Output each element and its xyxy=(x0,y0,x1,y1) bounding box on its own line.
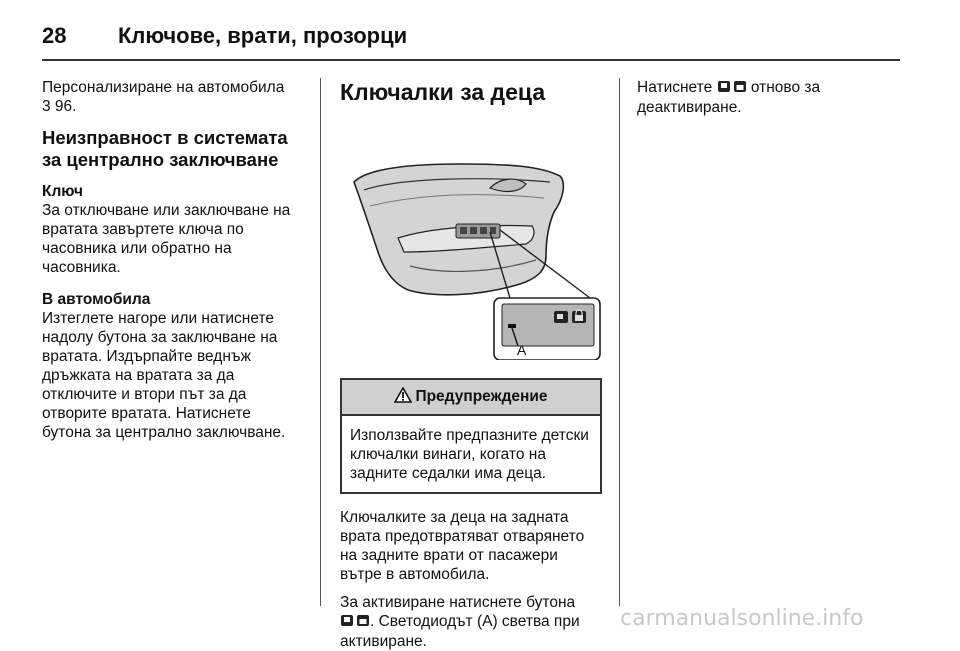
warning-triangle-icon xyxy=(394,387,412,408)
column-left xyxy=(42,78,304,442)
warning-title: Предупреждение xyxy=(415,388,548,405)
deactivate-text-b: отново за деактивиране. xyxy=(637,79,821,116)
subheading-key: Ключ xyxy=(42,183,83,200)
door-panel-drawing xyxy=(340,120,602,360)
warning-body xyxy=(342,416,600,492)
page-number: 28 xyxy=(42,23,67,48)
page-reference xyxy=(42,97,304,116)
subheading-inside: В автомобила xyxy=(42,291,151,308)
page-ref-text: 3 96. xyxy=(42,98,77,115)
paragraph-key: За отключване или заключване на вратата завъртете ключа по часовника или обратно на часовника. xyxy=(42,202,291,276)
deactivate-text-a: Натиснете xyxy=(637,79,713,96)
activate-text-a: За активиране натиснете бутона xyxy=(340,594,576,611)
child-lock-icon xyxy=(340,613,370,632)
warning-header xyxy=(342,380,600,416)
header-rule xyxy=(42,59,900,61)
column-middle xyxy=(340,78,602,651)
section-heading-malfunction: Неизправност в системата за централно заключване xyxy=(42,127,288,170)
column-right xyxy=(637,78,899,117)
paragraph-deactivate xyxy=(637,78,899,117)
warning-text: Използвайте предпазните детски ключалки винаги, когато на задните седалки има деца. xyxy=(350,427,589,482)
activate-text-b: . Светодиодът (A) светва при активиране. xyxy=(340,613,580,650)
door-illustration xyxy=(340,120,602,360)
column-divider-1 xyxy=(320,78,321,606)
page-title: Ключове, врати, прозорци xyxy=(118,23,408,48)
section-heading-child-locks: Ключалки за деца xyxy=(340,79,546,105)
column-divider-2 xyxy=(619,78,620,606)
paragraph-inside: Изтеглете нагоре или натиснете надолу бутона за заключване на вратата. Издърпайте веднъж дръжката на вратата за да отключите и втори път за да отворите вратата. Натиснете бутона за централно заключване. xyxy=(42,310,286,441)
paragraph-child-locks: Ключалките за деца на задната врата предотвратяват отварянето на задните врати от пасажери вътре в автомобила. xyxy=(340,509,585,583)
intro-line: Персонализиране на автомобила xyxy=(42,79,285,96)
paragraph-activate xyxy=(340,593,602,651)
watermark: carmanualsonline.info xyxy=(620,606,864,631)
child-lock-icon xyxy=(717,79,747,98)
warning-box xyxy=(340,378,602,494)
figure-label-a: A xyxy=(517,342,527,358)
page-header xyxy=(42,16,407,56)
